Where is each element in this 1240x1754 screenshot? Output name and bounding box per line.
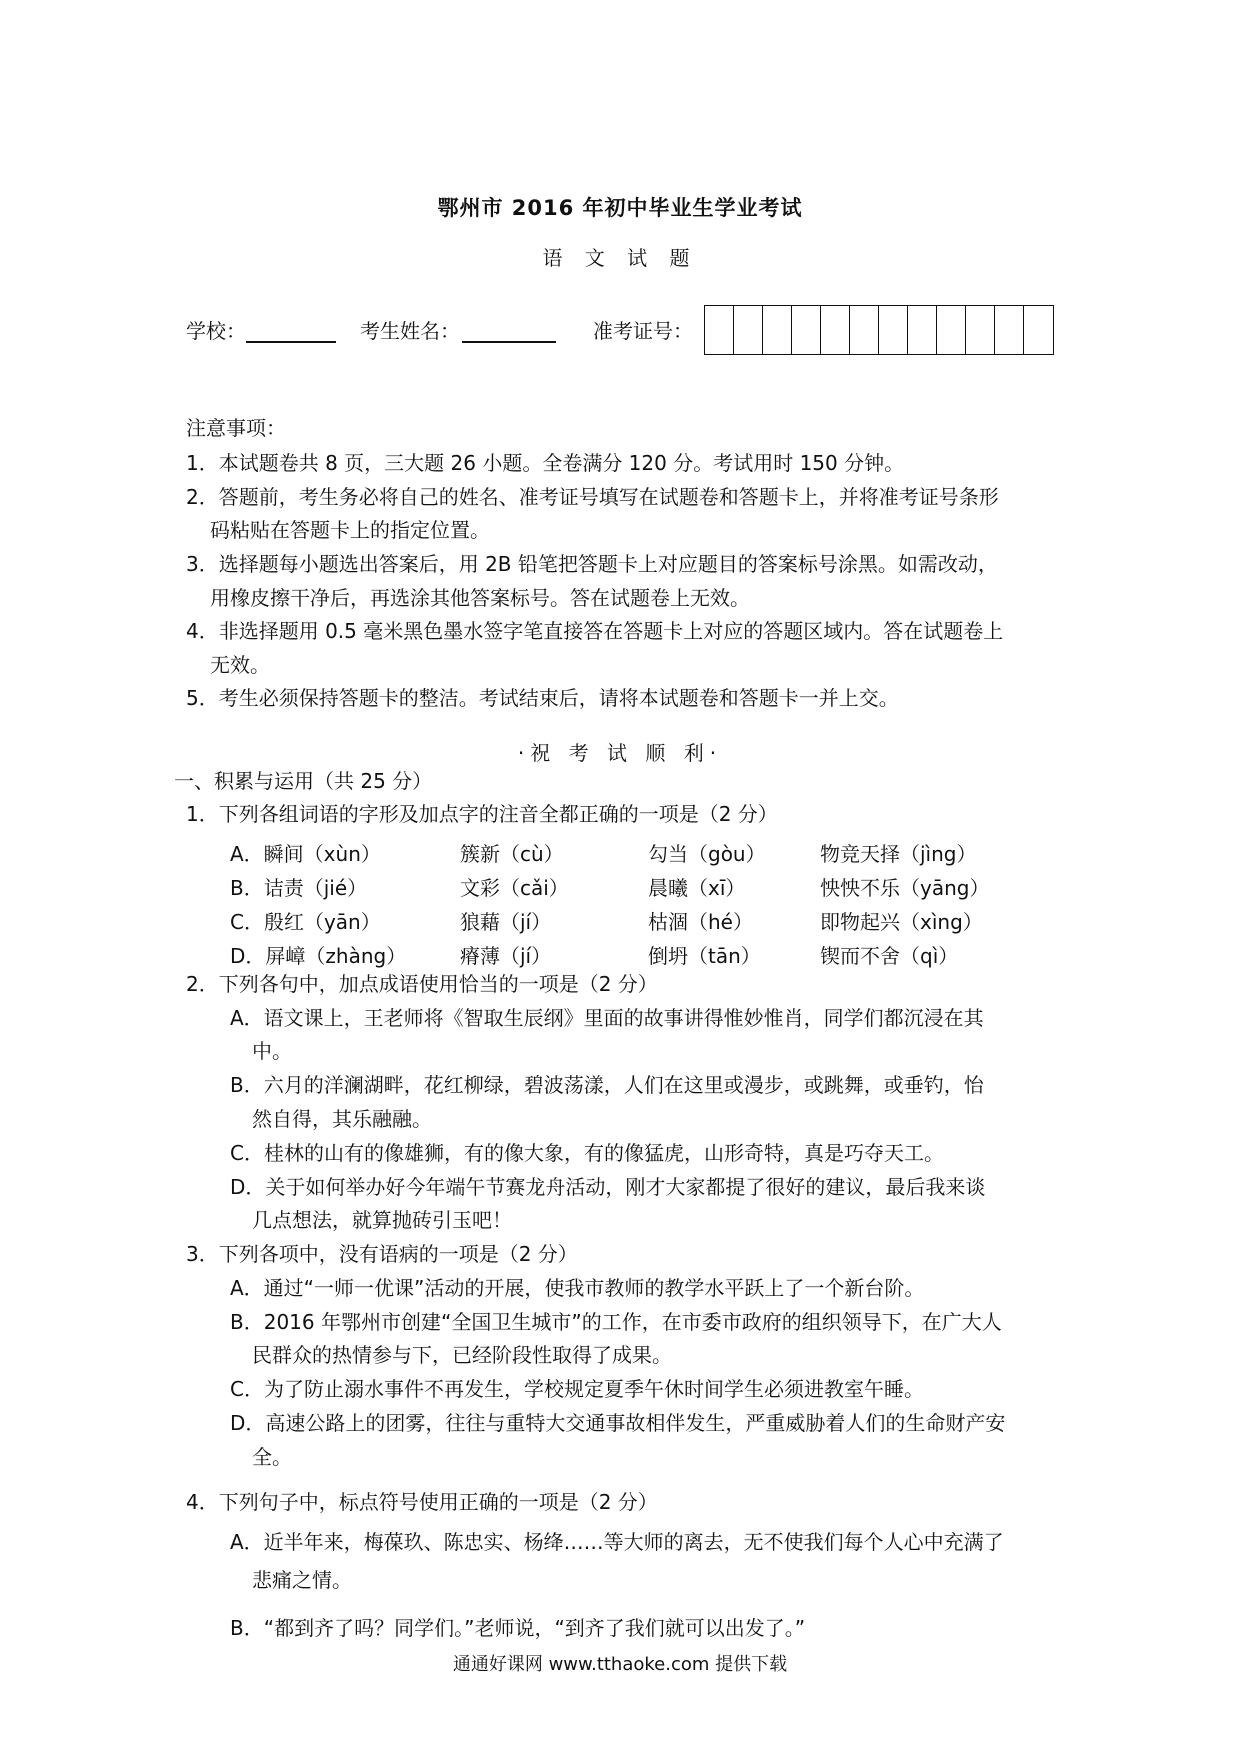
q3-option-line: B．2016 年鄂州市创建“全国卫生城市”的工作，在市委市政府的组织领导下，在广大人 bbox=[230, 1310, 1002, 1334]
candidate-info-row bbox=[186, 305, 1066, 355]
q1-option-cell: D．屏嶂（zhàng） bbox=[230, 944, 407, 968]
q2-option-line: 然自得，其乐融融。 bbox=[252, 1107, 432, 1131]
id-box[interactable] bbox=[792, 306, 821, 354]
q2-option-line: A．语文课上，王老师将《智取生辰纲》里面的故事讲得惟妙惟肖，同学们都沉浸在其 bbox=[230, 1006, 984, 1030]
id-label: 准考证号： bbox=[593, 319, 693, 343]
question-4-stem: 4．下列句子中，标点符号使用正确的一项是（2 分） bbox=[186, 1490, 658, 1514]
id-box[interactable] bbox=[908, 306, 937, 354]
q2-option-line: 中。 bbox=[252, 1039, 292, 1063]
q3-option-line: 民群众的热情参与下，已经阶段性取得了成果。 bbox=[252, 1343, 672, 1367]
notice-item: 2．答题前，考生务必将自己的姓名、准考证号填写在试题卷和答题卡上，并将准考证号条形 bbox=[186, 485, 999, 509]
good-luck-line: ·祝 考 试 顺 利· bbox=[517, 741, 723, 765]
q1-option-cell: 锲而不舍（qì） bbox=[820, 944, 959, 968]
id-box[interactable] bbox=[734, 306, 763, 354]
exam-title: 鄂州市 2016 年初中毕业生学业考试 bbox=[437, 196, 803, 220]
name-label: 考生姓名： bbox=[360, 319, 460, 343]
q4-option-line: B．“都到齐了吗？同学们。”老师说，“到齐了我们就可以出发了。” bbox=[230, 1616, 806, 1640]
q1-option-cell: A．瞬间（xùn） bbox=[230, 842, 381, 866]
notice-heading: 注意事项： bbox=[186, 416, 286, 440]
id-box[interactable] bbox=[821, 306, 850, 354]
id-box[interactable] bbox=[995, 306, 1024, 354]
q2-option-line: B．六月的洋澜湖畔，花红柳绿，碧波荡漾，人们在这里或漫步，或跳舞，或垂钓，怡 bbox=[230, 1073, 984, 1097]
notice-item: 用橡皮擦干净后，再选涂其他答案标号。答在试题卷上无效。 bbox=[210, 586, 750, 610]
id-number-boxes[interactable] bbox=[704, 305, 1054, 355]
notice-item: 1．本试题卷共 8 页，三大题 26 小题。全卷满分 120 分。考试用时 150 分钟。 bbox=[186, 451, 905, 475]
id-box[interactable] bbox=[1024, 306, 1053, 354]
q3-option-line: C．为了防止溺水事件不再发生，学校规定夏季午休时间学生必须进教室午睡。 bbox=[230, 1377, 924, 1401]
notice-item: 无效。 bbox=[210, 653, 270, 677]
notice-item: 5．考生必须保持答题卡的整洁。考试结束后，请将本试题卷和答题卡一并上交。 bbox=[186, 686, 899, 710]
q2-option-line: 几点想法，就算抛砖引玉吧！ bbox=[252, 1208, 512, 1232]
q1-option-cell: 怏怏不乐（yāng） bbox=[820, 876, 990, 900]
q1-option-cell: 倒坍（tān） bbox=[648, 944, 761, 968]
q4-option-line: A．近半年来，梅葆玖、陈忠实、杨绛……等大师的离去，无不使我们每个人心中充满了 bbox=[230, 1530, 1004, 1554]
q4-option-line: 悲痛之情。 bbox=[252, 1568, 352, 1592]
question-2-stem: 2．下列各句中，加点成语使用恰当的一项是（2 分） bbox=[186, 972, 658, 996]
school-label: 学校： bbox=[186, 319, 246, 343]
question-1-stem: 1．下列各组词语的字形及加点字的注音全都正确的一项是（2 分） bbox=[186, 802, 778, 826]
id-box[interactable] bbox=[763, 306, 792, 354]
q1-option-cell: 即物起兴（xìng） bbox=[820, 910, 983, 934]
id-box[interactable] bbox=[705, 306, 734, 354]
q2-option-line: C．桂林的山有的像雄狮，有的像大象，有的像猛虎，山形奇特，真是巧夺天工。 bbox=[230, 1141, 944, 1165]
id-box[interactable] bbox=[850, 306, 879, 354]
section-heading: 一、积累与运用（共 25 分） bbox=[174, 769, 433, 793]
q3-option-line: A．通过“一师一优课”活动的开展，使我市教师的教学水平跃上了一个新台阶。 bbox=[230, 1276, 925, 1300]
q1-option-cell: 瘠薄（jí） bbox=[460, 944, 552, 968]
q1-option-cell: 勾当（gòu） bbox=[648, 842, 766, 866]
q2-option-line: D．关于如何举办好今年端午节赛龙舟活动，刚才大家都提了很好的建议，最后我来谈 bbox=[230, 1175, 986, 1199]
school-blank[interactable] bbox=[246, 341, 336, 343]
notice-item: 4．非选择题用 0.5 毫米黑色墨水签字笔直接答在答题卡上对应的答题区域内。答在试题卷上 bbox=[186, 619, 1004, 643]
exam-subtitle: 语 文 试 题 bbox=[542, 246, 698, 270]
notice-item: 3．选择题每小题选出答案后，用 2B 铅笔把答题卡上对应题目的答案标号涂黑。如需改动， bbox=[186, 552, 998, 576]
q3-option-line: 全。 bbox=[252, 1445, 292, 1469]
question-3-stem: 3．下列各项中，没有语病的一项是（2 分） bbox=[186, 1242, 578, 1266]
q3-option-line: D．高速公路上的团雾，往往与重特大交通事故相伴发生，严重威胁着人们的生命财产安 bbox=[230, 1411, 1006, 1435]
q1-option-cell: 晨曦（xī） bbox=[648, 876, 746, 900]
download-footer[interactable]: 通通好课网 www.tthaoke.com 提供下载 bbox=[452, 1654, 788, 1675]
q1-option-cell: 枯涸（hé） bbox=[648, 910, 753, 934]
id-box[interactable] bbox=[937, 306, 966, 354]
q1-option-cell: C．殷红（yān） bbox=[230, 910, 381, 934]
name-blank[interactable] bbox=[462, 341, 556, 343]
q1-option-cell: 狼藉（jí） bbox=[460, 910, 552, 934]
id-box[interactable] bbox=[966, 306, 995, 354]
id-box[interactable] bbox=[879, 306, 908, 354]
q1-option-cell: 簇新（cù） bbox=[460, 842, 564, 866]
q1-option-cell: 文彩（cǎi） bbox=[460, 876, 569, 900]
q1-option-cell: B．诘责（jié） bbox=[230, 876, 368, 900]
q1-option-cell: 物竞天择（jìng） bbox=[820, 842, 977, 866]
notice-item: 码粘贴在答题卡上的指定位置。 bbox=[210, 518, 490, 542]
